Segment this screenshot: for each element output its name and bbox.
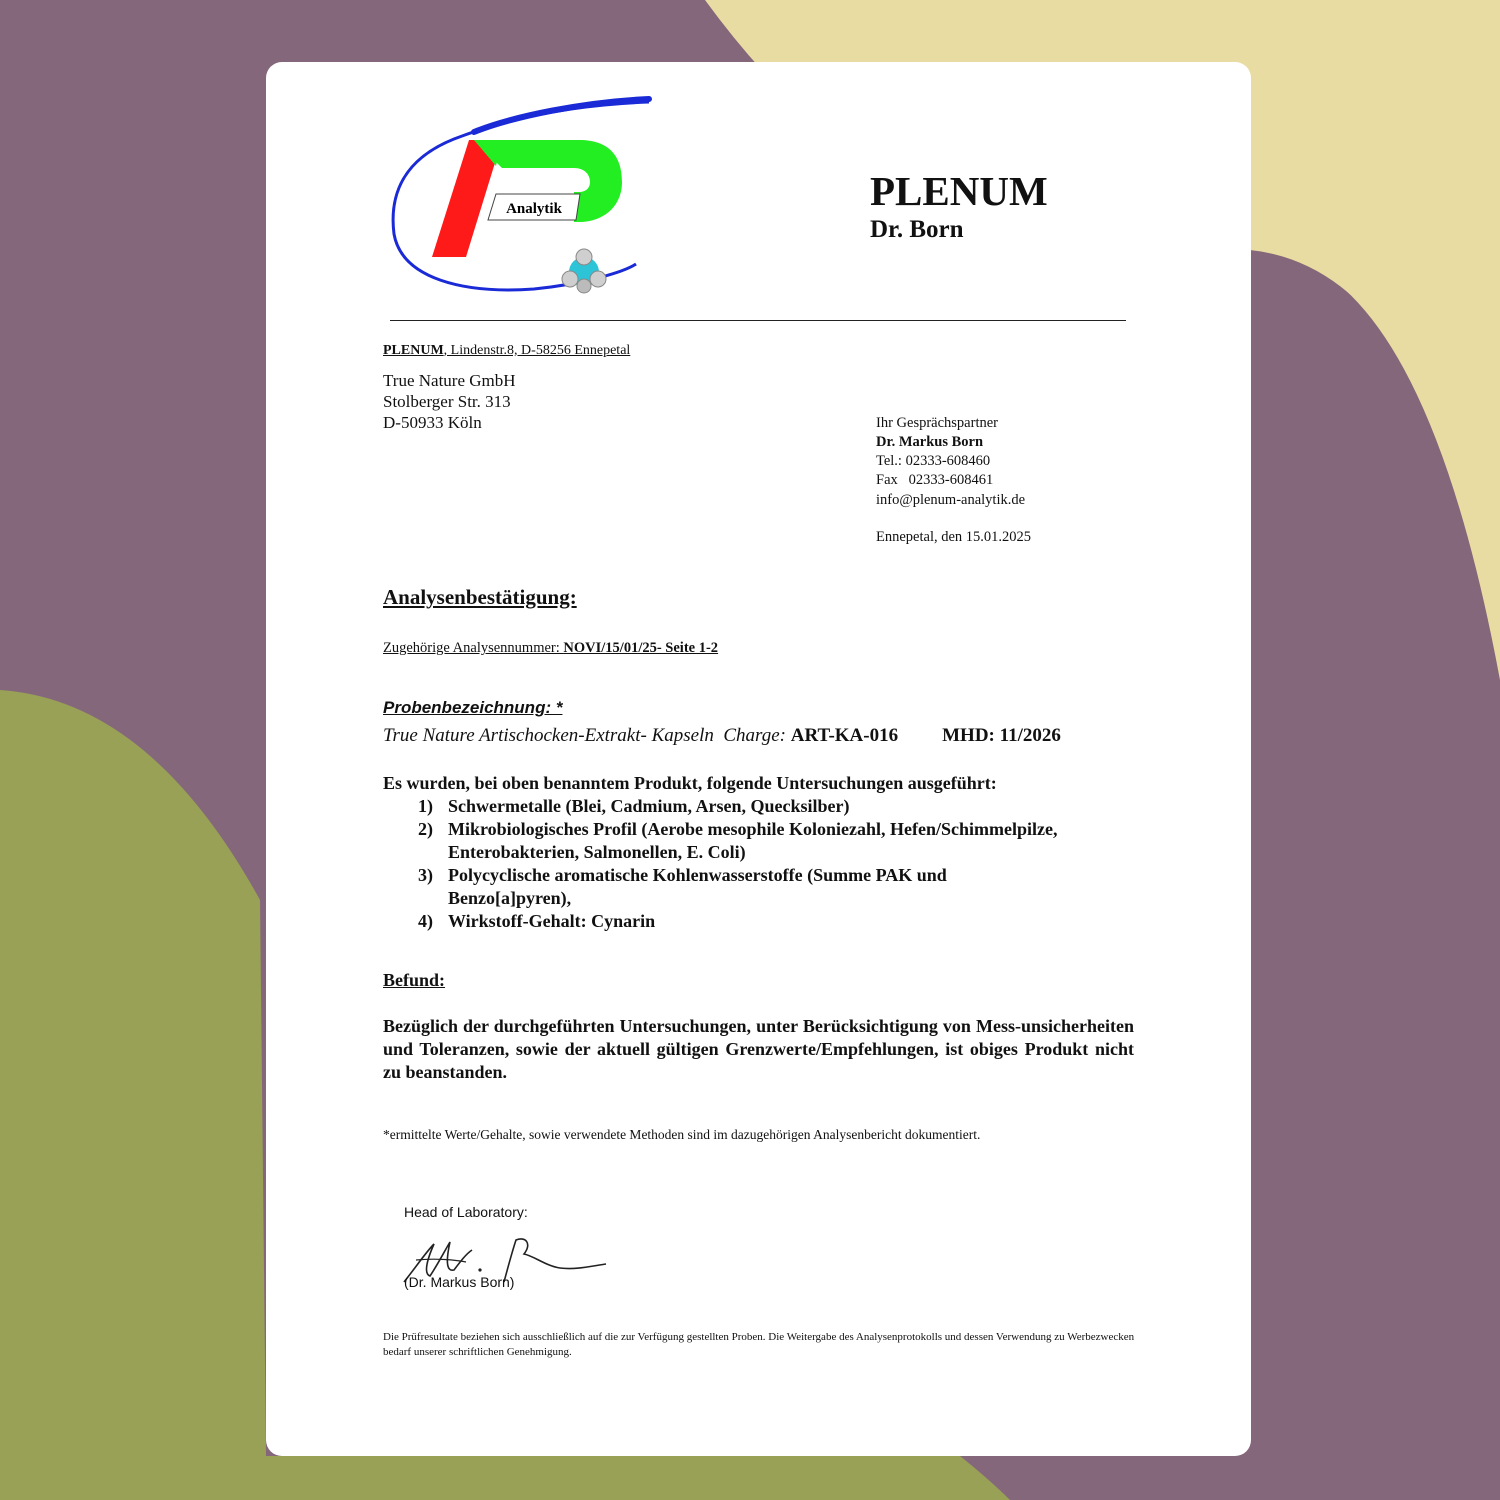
analysis-reference bbox=[383, 640, 718, 657]
exam-4-text: Wirkstoff-Gehalt: Cynarin bbox=[448, 911, 656, 931]
contact-phone: Tel.: 02333-608460 bbox=[876, 453, 991, 469]
exam-4-number: 4) bbox=[418, 911, 433, 931]
contact-email: info@plenum-analytik.de bbox=[876, 492, 1026, 508]
signature-name: (Dr. Markus Born) bbox=[404, 1274, 515, 1290]
certificate-document bbox=[266, 62, 1251, 1456]
signature-heading: Head of Laboratory: bbox=[404, 1204, 528, 1220]
exam-3-number: 3) bbox=[418, 865, 433, 885]
sample-description bbox=[383, 725, 1061, 747]
sender-address: , Lindenstr.8, D-58256 Ennepetal bbox=[443, 343, 631, 358]
contact-label: Ihr Gesprächspartner bbox=[876, 415, 998, 431]
logo-text: Analytik bbox=[506, 201, 562, 217]
recipient-city: D-50933 Köln bbox=[383, 413, 482, 432]
reference-label: Zugehörige Analysennummer: bbox=[383, 640, 564, 656]
exam-3-text-cont: Benzo[a]pyren), bbox=[448, 888, 572, 908]
finding-heading: Befund: bbox=[383, 970, 446, 990]
sample-charge: ART-KA-016 bbox=[790, 725, 899, 746]
contact-name: Dr. Markus Born bbox=[876, 434, 984, 450]
recipient-street: Stolberger Str. 313 bbox=[383, 392, 511, 411]
sender-name: PLENUM bbox=[383, 343, 444, 358]
sample-product: True Nature Artischocken-Extrakt- Kapseln Charge: bbox=[383, 725, 791, 746]
reference-number: NOVI/15/01/25- Seite 1-2 bbox=[563, 640, 719, 656]
exam-3-text: Polycyclische aromatische Kohlenwasserstoffe (Summe PAK und bbox=[448, 865, 947, 885]
plenum-analytik-logo bbox=[384, 94, 684, 304]
legal-disclaimer: Die Prüfresultate beziehen sich ausschließlich auf die zur Verfügung gestellten Proben. Die Weitergabe des Analysenprotokolls und dessen Verwendung zu Werbezwecken bedarf unserer schriftlichen Genehmigung. bbox=[383, 1331, 1135, 1358]
sender-line bbox=[383, 343, 630, 359]
finding-text: Bezüglich der durchgeführten Untersuchungen, unter Berücksichtigung von Mess-unsicherheiten und Toleranzen, sowie der aktuell gültigen Grenzwerte/Empfehlungen, ist obiges Produkt nicht zu beanstanden. bbox=[383, 1016, 1134, 1082]
exam-1-text: Schwermetalle (Blei, Cadmium, Arsen, Quecksilber) bbox=[448, 796, 850, 816]
footnote: *ermittelte Werte/Gehalte, sowie verwendete Methoden sind im dazugehörigen Analysenbericht dokumentiert. bbox=[383, 1127, 981, 1142]
sample-heading: Probenbezeichnung: * bbox=[383, 698, 563, 717]
brand-name: PLENUM bbox=[870, 168, 1048, 214]
recipient-company: True Nature GmbH bbox=[383, 371, 516, 390]
exam-2-text: Mikrobiologisches Profil (Aerobe mesophile Koloniezahl, Hefen/Schimmelpilze, bbox=[448, 819, 1058, 839]
exam-2-text-cont: Enterobakterien, Salmonellen, E. Coli) bbox=[448, 842, 746, 862]
contact-fax: Fax 02333-608461 bbox=[876, 472, 994, 488]
document-title: Analysenbestätigung: bbox=[383, 585, 577, 609]
header-divider bbox=[390, 320, 1126, 321]
examinations-intro: Es wurden, bei oben benanntem Produkt, folgende Untersuchungen ausgeführt: bbox=[383, 773, 997, 793]
document-date: Ennepetal, den 15.01.2025 bbox=[876, 529, 1032, 545]
sample-mhd: MHD: 11/2026 bbox=[942, 725, 1061, 746]
exam-1-number: 1) bbox=[418, 796, 433, 816]
brand-subtitle: Dr. Born bbox=[870, 216, 964, 243]
exam-2-number: 2) bbox=[418, 819, 433, 839]
